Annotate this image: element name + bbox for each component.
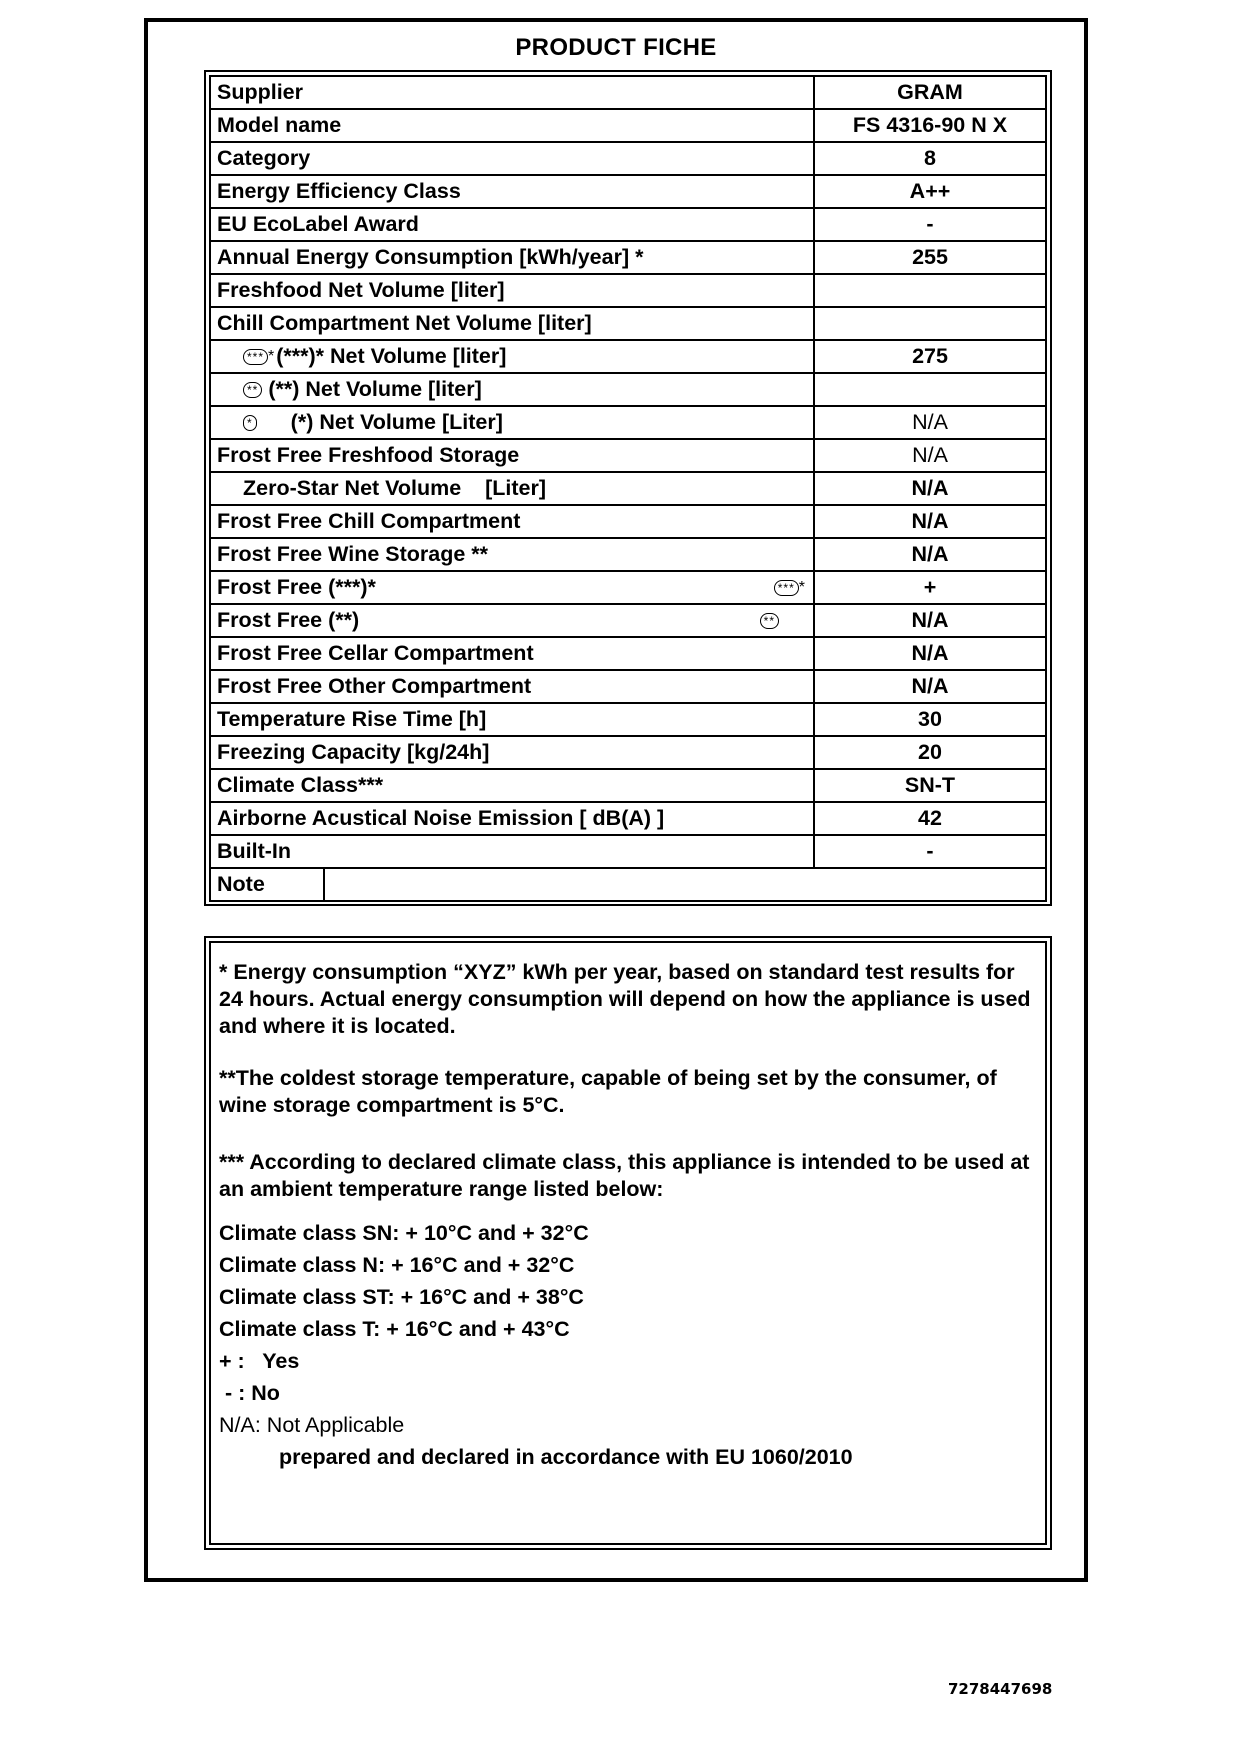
climate-footnote: *** According to declared climate class, this appliance is intended to be used at an ambient temperature range listed below: <box>219 1150 1030 1201</box>
row-value: 42 <box>814 802 1046 835</box>
footnotes-panel <box>209 941 1047 1545</box>
row-value: 20 <box>814 736 1046 769</box>
row-value: 255 <box>814 241 1046 274</box>
table-row-two-star-volume <box>210 373 1046 406</box>
table-row-temperature-rise <box>210 703 1046 736</box>
row-value <box>814 274 1046 307</box>
two-star-freezer-icon: ** <box>760 613 779 629</box>
row-value: - <box>814 835 1046 868</box>
table-row-chill-volume <box>210 307 1046 340</box>
document-number: 7278447698 <box>948 1680 1053 1698</box>
table-row-ecolabel <box>210 208 1046 241</box>
row-label: Freshfood Net Volume [liter] <box>210 274 814 307</box>
star-tail-icon: * <box>268 348 275 366</box>
row-label: Frost Free Cellar Compartment <box>210 637 814 670</box>
table-row-frost-free-four-star <box>210 571 1046 604</box>
table-row-frost-free-two-star <box>210 604 1046 637</box>
four-star-freezer-icon: *** <box>243 349 268 365</box>
table-row-freshfood-volume <box>210 274 1046 307</box>
table-row-built-in <box>210 835 1046 868</box>
climate-class-sn: Climate class SN: + 10°C and + 32°C <box>219 1221 589 1245</box>
row-label: Frost Free Wine Storage ** <box>210 538 814 571</box>
climate-class-n: Climate class N: + 16°C and + 32°C <box>219 1253 575 1277</box>
row-label: Chill Compartment Net Volume [liter] <box>210 307 814 340</box>
row-label: Annual Energy Consumption [kWh/year] * <box>210 241 814 274</box>
row-label-cell <box>210 373 814 406</box>
table-row-noise-emission <box>210 802 1046 835</box>
row-label: Freezing Capacity [kg/24h] <box>210 736 814 769</box>
row-value: N/A <box>814 637 1046 670</box>
table-row-zero-star-volume <box>210 472 1046 505</box>
row-value: 8 <box>814 142 1046 175</box>
regulation-statement: prepared and declared in accordance with EU 1060/2010 <box>279 1445 853 1469</box>
row-label: EU EcoLabel Award <box>210 208 814 241</box>
row-value: + <box>814 571 1046 604</box>
note-label: Note <box>210 868 324 901</box>
row-value: N/A <box>814 406 1046 439</box>
row-value: 275 <box>814 340 1046 373</box>
row-label-cell <box>210 340 814 373</box>
row-value: - <box>814 208 1046 241</box>
legend-yes: + : Yes <box>219 1349 300 1373</box>
row-label: Frost Free Chill Compartment <box>210 505 814 538</box>
row-label: (**) Net Volume [liter] <box>268 377 482 401</box>
row-label: Category <box>210 142 814 175</box>
note-value <box>324 868 1046 901</box>
wine-footnote: **The coldest storage temperature, capable of being set by the consumer, of wine storage compartment is 5°C. <box>219 1066 997 1117</box>
row-label: Energy Efficiency Class <box>210 175 814 208</box>
table-row-frost-free-chill <box>210 505 1046 538</box>
spec-table-frame <box>204 70 1052 906</box>
climate-class-st: Climate class ST: + 16°C and + 38°C <box>219 1285 584 1309</box>
table-row-frost-free-other <box>210 670 1046 703</box>
table-row-frost-free-cellar <box>210 637 1046 670</box>
row-value: N/A <box>814 472 1046 505</box>
row-label: Frost Free Freshfood Storage <box>210 439 814 472</box>
spec-table <box>209 75 1047 869</box>
row-label: Zero-Star Net Volume [Liter] <box>210 472 814 505</box>
table-row-model-name <box>210 109 1046 142</box>
table-row-category <box>210 142 1046 175</box>
row-label-cell <box>210 406 814 439</box>
table-row-freezing-capacity <box>210 736 1046 769</box>
row-label: Frost Free (**) <box>217 608 360 632</box>
row-label: Model name <box>210 109 814 142</box>
row-label: Frost Free Other Compartment <box>210 670 814 703</box>
row-label: (***)* Net Volume [liter] <box>276 344 507 368</box>
row-label: Temperature Rise Time [h] <box>210 703 814 736</box>
table-row-annual-energy <box>210 241 1046 274</box>
note-table <box>209 867 1047 902</box>
table-row-frost-free-wine <box>210 538 1046 571</box>
table-row-supplier <box>210 76 1046 109</box>
row-value: N/A <box>814 439 1046 472</box>
row-label: Climate Class*** <box>210 769 814 802</box>
climate-class-t: Climate class T: + 16°C and + 43°C <box>219 1317 570 1341</box>
row-label: Airborne Acustical Noise Emission [ dB(A) ] <box>210 802 814 835</box>
table-row-energy-class <box>210 175 1046 208</box>
footnotes-frame <box>204 936 1052 1550</box>
two-star-freezer-icon: ** <box>243 382 262 398</box>
row-value: A++ <box>814 175 1046 208</box>
row-value: SN-T <box>814 769 1046 802</box>
row-value <box>814 373 1046 406</box>
row-value: GRAM <box>814 76 1046 109</box>
table-row-four-star-volume <box>210 340 1046 373</box>
row-label: (*) Net Volume [Liter] <box>290 410 503 434</box>
row-label: Supplier <box>210 76 814 109</box>
product-fiche-frame <box>144 18 1088 1582</box>
row-value: N/A <box>814 538 1046 571</box>
row-label-cell <box>210 604 814 637</box>
energy-footnote: * Energy consumption “XYZ” kWh per year, based on standard test results for 24 hours. Actual energy consumption will depend on how the appliance is used and where it is located. <box>219 960 1031 1038</box>
row-value: N/A <box>814 670 1046 703</box>
table-row-frost-free-freshfood <box>210 439 1046 472</box>
table-row-climate-class <box>210 769 1046 802</box>
star-tail-icon: * <box>798 579 805 597</box>
row-label-cell <box>210 571 814 604</box>
table-row-note <box>210 868 1046 901</box>
row-value: FS 4316-90 N X <box>814 109 1046 142</box>
row-value <box>814 307 1046 340</box>
legend-no: - : No <box>219 1381 280 1405</box>
four-star-freezer-icon: *** <box>774 580 799 596</box>
one-star-freezer-icon: * <box>243 415 257 431</box>
table-row-one-star-volume <box>210 406 1046 439</box>
row-value: N/A <box>814 505 1046 538</box>
row-label: Built-In <box>210 835 814 868</box>
page-title: PRODUCT FICHE <box>515 34 717 61</box>
row-value: 30 <box>814 703 1046 736</box>
row-value: N/A <box>814 604 1046 637</box>
legend-not-applicable: N/A: Not Applicable <box>219 1413 405 1437</box>
row-label: Frost Free (***)* <box>217 575 376 599</box>
